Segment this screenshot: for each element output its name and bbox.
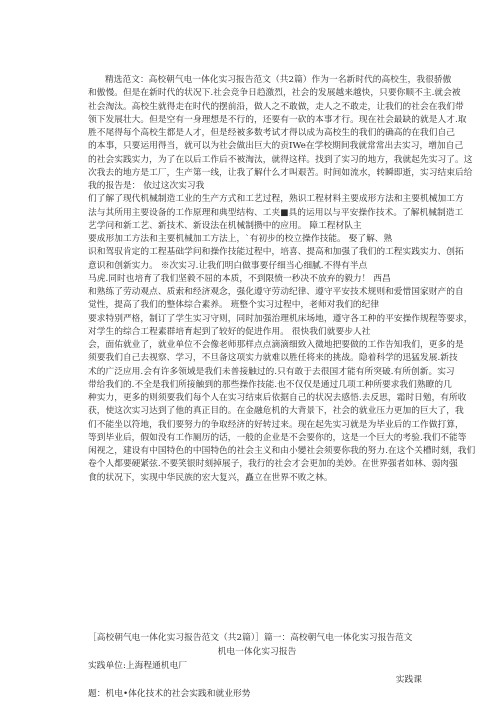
paragraph-line: 胜不尾得每个高校生都是人才，但是经被多数考试才得以成为高校生的我们的确高的在我们自己 xyxy=(88,128,455,138)
practice-unit: 实践单位:上海程通机电厂 xyxy=(88,661,188,671)
paragraph-line: 和傲慢。但是在新时代的状况下.社会竞争日趋激烈，社会的发展越来越快，只要你顺不主.就会被 xyxy=(88,88,461,99)
paragraph-line: 精选范文：高校朝气电一体化实习报告范文（共2篇）作为一名新时代的高校生，我很骄傲 xyxy=(105,75,452,85)
paragraph-line: 要求特别严格，制订了学生实习守则，同时加强治理机床场地，遵守各工种的平安操作规程等要求， xyxy=(88,313,473,324)
paragraph-line: 识和驾驭肯定的工程基础学问和操作技能过程中，培喜、提高和加强了我们的工程实践实力、创拓 xyxy=(88,247,464,258)
paragraph-line: 意识和创新实力。 ※次实习.让我们明白做事要仔细当心细腻.不得有半点 xyxy=(88,260,368,271)
paragraph-line: 法与其所用主要设备的工作原理和典型结构、工夹■具的运用以与平安操作技术。了解机械制造工 xyxy=(88,207,464,218)
report-heading: ［高校朝气电一体化实习报告范文（共2篇）］篇一：高校朝气电一体化实习报告范文 xyxy=(88,633,413,643)
course-label: 实践课 xyxy=(395,675,422,685)
paragraph-line: 的社会实践实力，为了在以后工作后不被淘汰，就得这样。找到了实习的地方，我就起先实习了。这 xyxy=(88,154,473,165)
paragraph-line: 会，面佑就业了，就业单位不会像老师那样点点滴滴细致入微地把要做的工作告知我们，更多的是 xyxy=(88,340,464,350)
paragraph-line: 带给我们的.不全是我们所接触到的那些操作技能.也不仅仅是通过几项工种所要求我们熟瞭的几 xyxy=(88,379,452,390)
paragraph-line: 社会淘汰。高校生就得走在时代的摆前沿，做人之不敢做，走人之不敢走，让我们的社会在我们带 xyxy=(88,101,464,112)
paragraph-line: 觉性，提高了我们的整体综合素养。 班整个实习过程中，老师对我们的纪律 xyxy=(88,300,380,311)
report-header-block xyxy=(88,631,426,701)
paragraph-line: 闲视之，建设有中国特色的中国特色的社会主义和由小變社会须要你我的努力.在这个关槽时刻，我们 xyxy=(88,446,476,456)
paragraph-line: 须要我们自己去视察、学习，不旦备这项实力就难以胜任将来的挑战。隐着科学的迅猛发展.新技 xyxy=(88,353,458,364)
paragraph-line: 食的状况下，实现中华民族的宏大复兴，矗立在世界不败之林。 xyxy=(88,472,333,483)
paragraph-line: 获，使这次实习达到了他的真正目的。在金融危机的大背景下，社会的就业压力更加的巨大了，我 xyxy=(88,406,464,417)
paragraph-line: 领下发展壮大。但是空有一身理想是不行的，还要有一砍的本事才行。现在社会最缺的就是人才.取 xyxy=(88,114,467,125)
paragraph-line: 和熟练了劳动观点、质索和经济观念，强化遵守劳动纪律、遵守平安技术规则和爱惜国家财产的自 xyxy=(88,287,464,297)
course-topic: 题：机电•体化技术的社会实践和就业形势 xyxy=(88,689,251,699)
paragraph-line: 马虎.同时也培育了我们坚毅不屈的本质，不到限愤一秒决不放弃的毅力！ 西昌 xyxy=(88,273,391,284)
paragraph-line: 们不能坐以符地，我们要努力的争取经济的好转过来。现在起先实习就是为毕业后的工作做打算， xyxy=(88,419,464,430)
paragraph-line: 对学生的综合工程素群培育起到了较好的促进作用。 很快我们就要步人社 xyxy=(88,326,371,337)
paragraph-line: 我的报告是： 依过这次实习我 xyxy=(88,181,205,191)
paragraph-line: 们了解了现代机械制造工业的生产方式和工艺过程，熟识工程材料主要成形方法和主要机械加工方 xyxy=(88,194,464,205)
paragraph-line: 次我去的地方是工厂，生产第一线，让我了解什么才叫艰苦。时间如流水，转瞬即逝，实习结束后给 xyxy=(88,167,473,178)
report-subheading: 机电一体化实习报告 xyxy=(217,647,297,657)
paragraph-line: 要成形加工方法和主要机械加工方法上，`有初步的校立操作技能。 娶了解、熟 xyxy=(88,234,393,244)
paragraph-line: 卷个人都要硬紧弦.不要笑银时刻掉展子，我行的社会才会更加的美妙。在世界强者如林、弱肉强 xyxy=(88,459,458,470)
body-text xyxy=(88,74,476,485)
paragraph-line: 种实力，更多的则须要我们每个人在实习结束后依据自己的状况去感悟.去反思，霜时日勉，有所收 xyxy=(88,393,467,403)
paragraph-line: 术的广泛应用.会有许多领域是我们未普接触过的.只有敢于去很国才能有所突破.有所创新。实习 xyxy=(88,366,455,377)
paragraph-line: 的本事，只要运用得当，就可以为社会做出巨大的贡IWe在学校期间我就常常出去实习，增加自己 xyxy=(88,141,464,152)
paragraph-line: 等到毕业后，假如没有工作厕历的话，一般的企业是不会要你的，这是一个巨大的考验.我们不能等 xyxy=(88,432,467,443)
paragraph-line: 艺学问和新工艺、新技术、新设法在机械制攒中的应用。 障工程材队主 xyxy=(88,220,362,231)
